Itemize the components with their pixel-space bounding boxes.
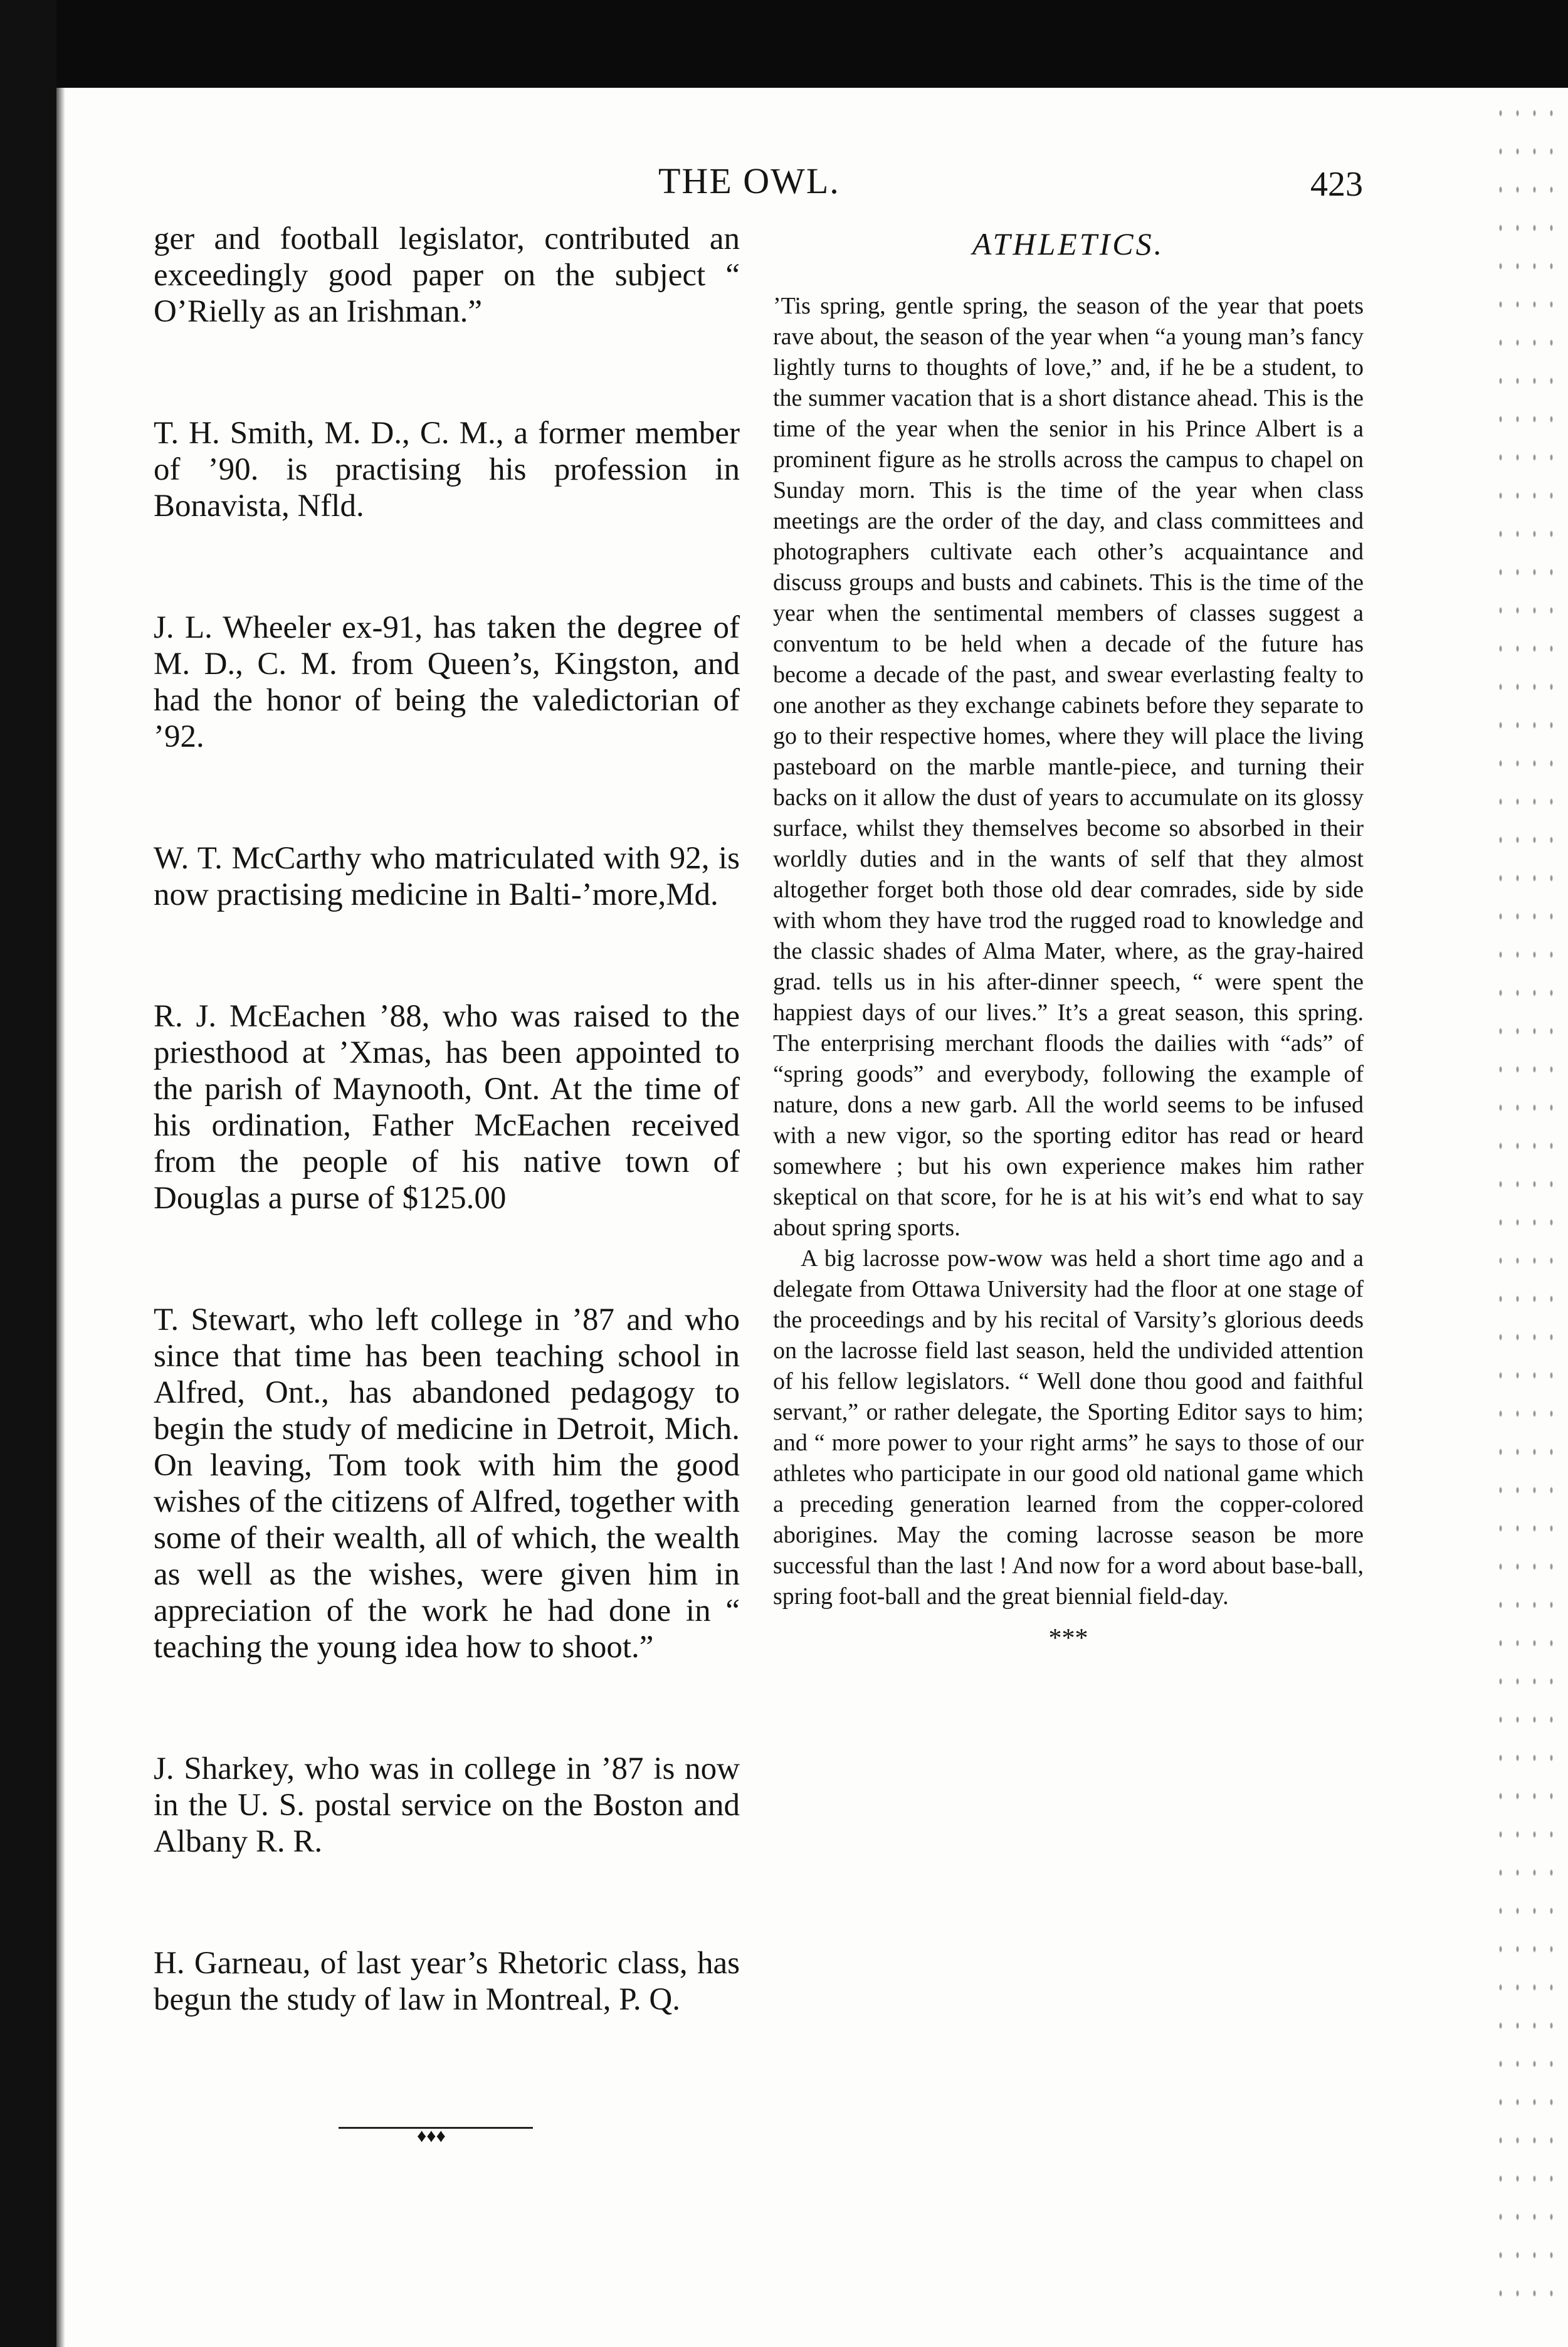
page-title: THE OWL. <box>658 161 840 201</box>
news-item: H. Garneau, of last year’s Rhetoric class, has begun the study of law in Montreal, P. Q. <box>154 1946 740 2017</box>
article-paragraph: A big lacrosse pow-wow was held a short time ago and a delegate from Ottawa University had the floor at one stage of the proceedings and by his recital of Varsity’s glorious deeds on the lacrosse field last season, held the undivided attention of his fellow legislators. “ Well done thou good and faithful servant,” or rather delegate, the Sporting Editor says to him; and “ more power to your right arms” he says to those of our athletes who participate in our good old national game which a preceding generation learned from the copper-colored aborigines. May the coming lacrosse season be more successful than the last ! And now for a word about base-ball, spring foot-ball and the great biennial field-day. <box>773 1245 1364 1610</box>
scan-left-shadow <box>56 88 65 2347</box>
page-number: 423 <box>1310 165 1363 204</box>
left-column <box>154 221 740 2146</box>
news-item: W. T. McCarthy who matriculated with 92, is now practising medicine in Balti-’more,Md. <box>154 841 740 912</box>
right-column <box>773 226 1364 1654</box>
news-item: T. Stewart, who left college in ’87 and who since that time has been teaching school in Alfred, Ont., has abandoned pedagogy to begin the study of medicine in Detroit, Mich. On leaving, Tom took with him the good wishes of the citizens of Alfred, together with some of their wealth, all of which, the wealth as well as the wishes, were given him in appreciation of the work he had done in “ teaching the young idea how to shoot.” <box>154 1302 740 1665</box>
news-item: J. Sharkey, who was in college in ’87 is now in the U. S. postal service on the Boston and Albany R. R. <box>154 1751 740 1859</box>
news-item: R. J. McEachen ’88, who was raised to the priesthood at ’Xmas, has been appointed to the parish of Maynooth, Ont. At the time of his ordination, Father McEachen received from the people of his native town of Douglas a purse of $125.00 <box>154 999 740 1216</box>
scan-right-margin-noise <box>1492 94 1561 2326</box>
scan-top-border <box>0 0 1568 88</box>
section-heading: ATHLETICS. <box>972 226 1165 261</box>
news-item: J. L. Wheeler ex-91, has taken the degree of M. D., C. M. from Queen’s, Kingston, and had the honor of being the valedictorian of ’92. <box>154 610 740 754</box>
scan-left-border <box>0 0 56 2347</box>
news-item: ger and football legislator, contributed an exceedingly good paper on the subject “ O’Rielly as an Irishman.” <box>154 221 740 329</box>
news-item: T. H. Smith, M. D., C. M., a former member of ’90. is practising his profession in Bonavista, Nfld. <box>154 416 740 524</box>
divider-ornament-icon: ♦♦♦ <box>417 2126 446 2146</box>
asterism: *** <box>1048 1624 1088 1653</box>
article-paragraph: ’Tis spring, gentle spring, the season of the year that poets rave about, the season of the year when “a young man’s fancy lightly turns to thoughts of love,” and, if he be a student, to the summer vacation that is a short distance ahead. This is the time of the year when the senior in his Prince Albert is a prominent figure as he strolls across the campus to chapel on Sunday morn. This is the time of the year when class meetings are the order of the day, and class committees and photographers cultivate each other’s acquaintance and discuss groups and busts and cabinets. This is the time of the year when the sentimental members of classes suggest a conventum to be held when a decade of the future has become a decade of the past, and swear everlasting fealty to one another as they exchange cabinets before they separate to go to their respective homes, where they will place the living pasteboard on the marble mantle-piece, and turning their backs on it allow the dust of years to accumulate on its glossy surface, whilst they themselves become so absorbed in their worldly duties and in the wants of self that they almost altogether forget both those old dear comrades, side by side with whom they have trod the rugged road to knowledge and the classic shades of Alma Mater, where, as the gray-haired grad. tells us in his after-dinner speech, “ were spent the happiest days of our lives.” It’s a great season, this spring. The enterprising merchant floods the dailies with “ads” of “spring goods” and everybody, following the example of nature, dons a new garb. All the world seems to be infused with a new vigor, so the sporting editor has read or heard somewhere ; but his own experience makes him rather skeptical on that score, for he is at his wit’s end what to say about spring sports. <box>773 293 1364 1241</box>
